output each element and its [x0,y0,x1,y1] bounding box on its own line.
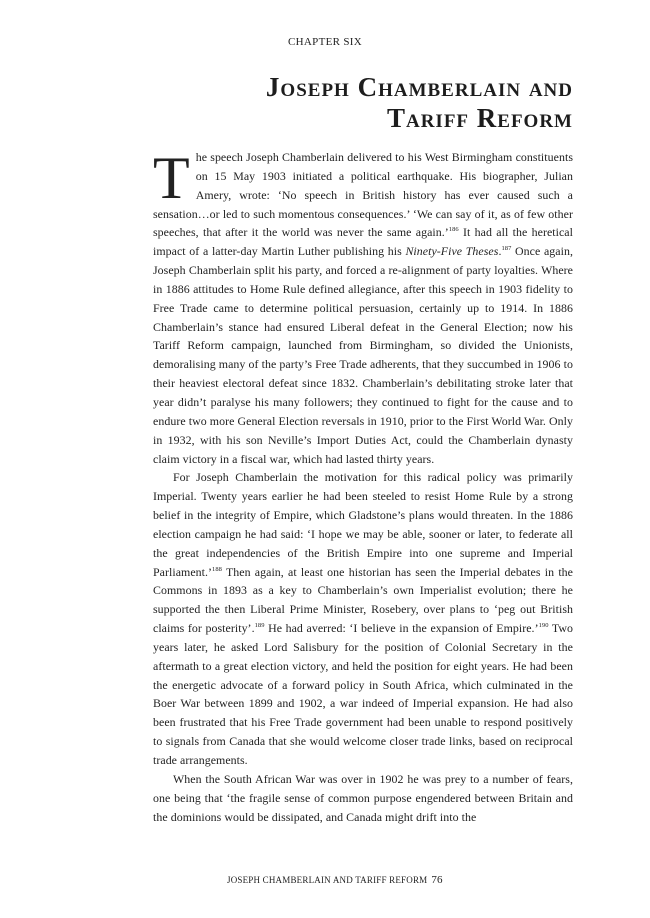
p2-text-d: Two years later, he asked Lord Salisbury for the position of Colonial Secretary in the aftermath to a great election victory, and held the position for eight years. He had been the energetic advocate of a forward policy in South Africa, which culminated in the Boer War between 1899 and 1902, a war indeed of Imperial expansion. He had also been frustrated that his Free Trade government had been unable to respond positively to signals from Canada that she would welcome closer trade links, based on reciprocal trade arrangements. [153,621,573,767]
p1-italic-title: Ninety-Five Theses [405,244,499,259]
p1-text-c: . [498,244,502,259]
footnote-ref-188: 188 [212,565,222,573]
paragraph-1 [153,145,573,468]
footnote-ref-189: 189 [254,622,265,630]
p2-text-c: He had averred: ‘I believe in the expansion of Empire.’ [264,621,539,636]
footnote-ref-190: 190 [538,622,549,630]
running-title: JOSEPH CHAMBERLAIN AND TARIFF REFORM [227,875,428,885]
p2-text-b: Then again, at least one historian has seen the Imperial debates in the Commons in 1893 as a key to Chamberlain’s own Imperialist evolution; there he supported the then Liberal Prime Minister, Rosebery, over plans to ‘peg out British claims for posterity’. [153,564,573,636]
p1-text-d: Once again, Joseph Chamberlain split his party, and forced a re-alignment of party loyalties. Where in 1886 attitudes to Home Rule defined allegiance, after this speech in 1903 fidelity to Free Trade came to determine political persuasion, certainly up to 1914. In 1886 Chamberlain’s stance had ensured Liberal defeat in the General Election; now his Tariff Reform campaign, launched from Birmingham, so divided the Unionists, demoralising many of the party’s Free Trade adherents, that they succumbed in 1906 to their heaviest electoral defeat since 1832. Chamberlain’s debilitating stroke later that year didn’t paralyse his many followers; they continued to fight for the cause and to endure two more General Election reversals in 1910, prior to the First World War. Only in 1932, with his son Neville’s Import Duties Act, could the Chamberlain dynasty claim victory in a fiscal war, which had lasted thirty years. [153,244,573,466]
footnote-ref-186: 186 [448,226,459,234]
page-footer [227,874,443,886]
chapter-title [153,72,573,134]
page-number: 76 [431,874,443,886]
chapter-title-line-2: Tariff Reform [386,103,573,133]
p1-text-a: he speech Joseph Chamberlain delivered to his West Birmingham constituents on 15 May 1903 initiated a political earthquake. His biographer, Julian Amery, wrote: ‘No speech in British history has ever caused such a sensation…or led to such momentous consequences.’ ‘We can say of it, as of few other speeches, that after it the world was never the same again.’ [153,150,573,240]
paragraph-3 [153,770,573,827]
chapter-label: CHAPTER SIX [288,36,362,48]
body-text [153,145,573,826]
footnote-ref-187: 187 [501,245,512,253]
p3-text-a: When the South African War was over in 1902 he was prey to a number of fears, one being that ‘the fragile sense of common purpose engendered between Britain and the dominions would be dissipated, and Canada might drift into the [153,771,573,824]
paragraph-2 [153,468,573,770]
chapter-title-line-1: Joseph Chamberlain and [265,72,573,102]
p1-text-b: It had all the heretical impact of a latter-day Martin Luther publishing his [153,225,573,259]
p2-text-a: For Joseph Chamberlain the motivation for this radical policy was primarily Imperial. Twenty years earlier he had been steeled to resist Home Rule by a strong belief in the integrity of Empire, which Gladstone’s plans would threaten. In the 1886 election campaign he had said: ‘I hope we may be able, sooner or later, to federate all the great independencies of the British Empire into one supreme and Imperial Parliament.’ [153,470,573,579]
drop-cap: T [153,145,190,211]
